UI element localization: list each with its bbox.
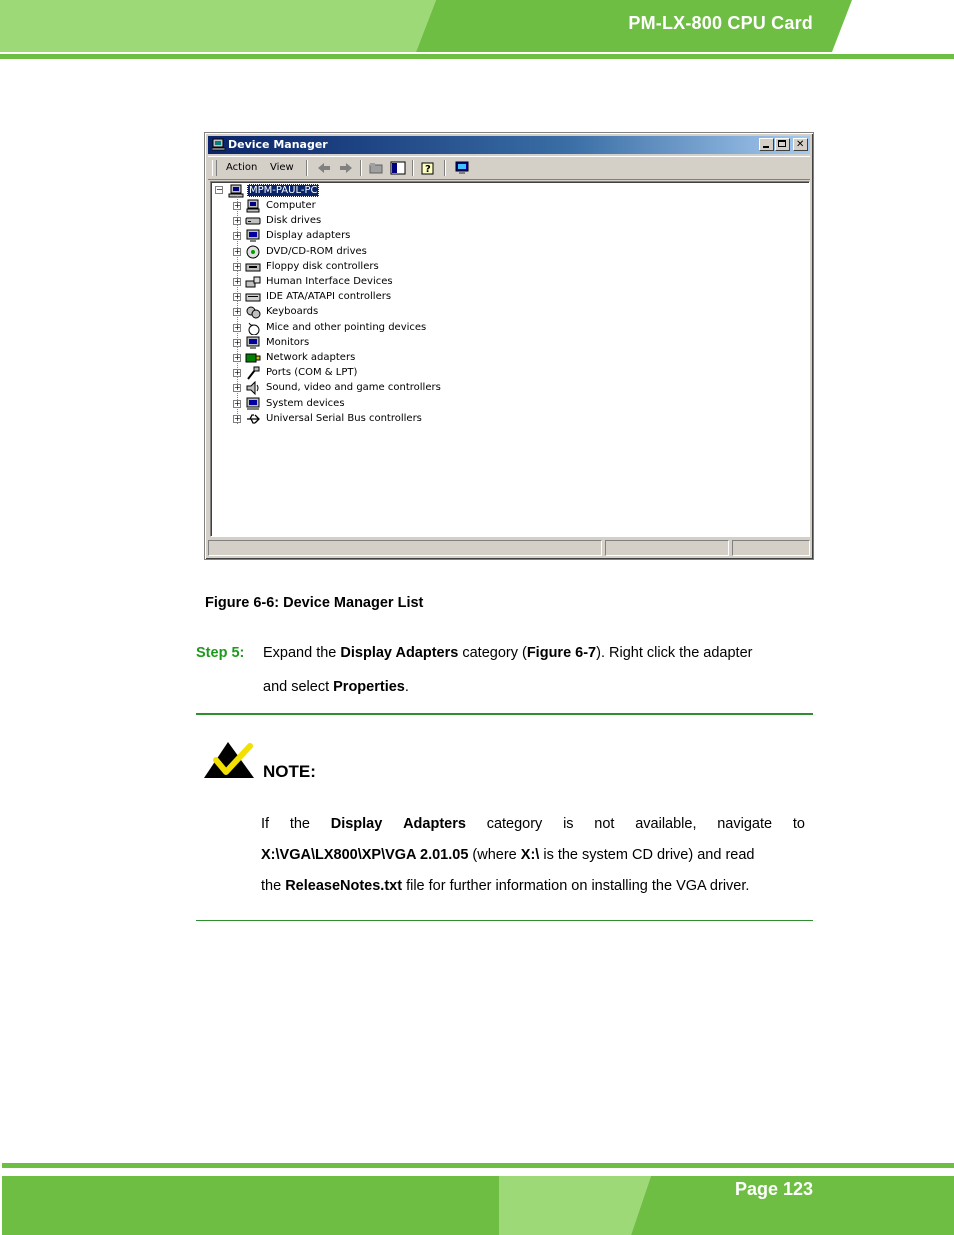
- menu-action[interactable]: Action: [226, 162, 258, 173]
- svg-text:?: ?: [425, 164, 431, 175]
- help-icon[interactable]: [420, 160, 436, 176]
- menu-toolbar: [208, 156, 810, 180]
- display-adapter-icon: [245, 229, 261, 243]
- tree-node-label: Universal Serial Bus controllers: [266, 412, 422, 424]
- step-text: ). Right click the adapter: [596, 645, 753, 661]
- step-emphasis: Display Adapters: [340, 645, 459, 661]
- ide-controller-icon: [245, 290, 261, 304]
- tree-node-label: Monitors: [266, 336, 310, 348]
- network-adapter-icon: [245, 351, 261, 365]
- tree-node[interactable]: [233, 305, 633, 320]
- page-number: Page 123: [734, 1179, 813, 1199]
- tree-node[interactable]: [233, 290, 633, 305]
- status-pane: [208, 540, 602, 556]
- note-word: Adapters: [403, 816, 466, 832]
- system-devices-icon: [245, 397, 261, 411]
- toolbar-grip: [212, 160, 217, 176]
- expand-node-button[interactable]: +: [234, 201, 241, 210]
- note-checkmark-icon: [204, 740, 256, 782]
- expand-node-button[interactable]: +: [234, 368, 241, 378]
- step-label: Step 5:: [196, 645, 245, 661]
- tree-node-label: Sound, video and game controllers: [266, 382, 441, 394]
- expand-node-button[interactable]: +: [234, 216, 241, 226]
- window-title: Device Manager: [228, 138, 328, 151]
- note-text: file for further information on installing the VGA driver.: [402, 878, 750, 894]
- tree-node-label: Ports (COM & LPT): [266, 367, 358, 379]
- tree-node-label: System devices: [266, 397, 345, 409]
- step-emphasis: Properties: [333, 679, 405, 695]
- expand-node-button[interactable]: +: [234, 231, 241, 241]
- note-text: the: [261, 878, 286, 894]
- status-pane: [605, 540, 729, 556]
- tree-node[interactable]: [233, 214, 633, 229]
- scan-hardware-icon[interactable]: [454, 160, 470, 176]
- minimize-icon: [763, 146, 769, 148]
- note-title: NOTE:: [263, 762, 316, 781]
- step-text-line-1: [263, 645, 752, 661]
- document-title: PM-LX-800 CPU Card: [628, 13, 813, 33]
- note-drive: X:\: [520, 847, 540, 863]
- note-word: available,: [635, 816, 697, 832]
- back-arrow-icon[interactable]: [316, 160, 332, 176]
- note-text: (where: [468, 847, 521, 863]
- close-icon: ✕: [796, 139, 805, 150]
- tree-node-label: Human Interface Devices: [266, 276, 393, 287]
- computer-icon: [245, 199, 261, 213]
- keyboard-icon: [245, 305, 261, 319]
- toolbar-separator: [306, 160, 308, 176]
- tree-node[interactable]: [233, 381, 633, 396]
- expand-node-button[interactable]: +: [234, 383, 241, 393]
- tree-node-label: Computer: [266, 200, 316, 211]
- expand-node-button[interactable]: +: [234, 292, 241, 302]
- close-button[interactable]: [793, 138, 808, 151]
- expand-node-button[interactable]: +: [234, 261, 241, 271]
- tree-node-label: Keyboards: [266, 306, 319, 318]
- note-line-1: [261, 816, 805, 832]
- hid-icon: [245, 275, 261, 289]
- note-path: X:\VGA\LX800\XP\VGA 2.01.05: [261, 847, 469, 863]
- tree-node-label: Disk drives: [266, 215, 322, 227]
- tree-node[interactable]: [233, 397, 633, 412]
- note-word: category: [486, 816, 543, 832]
- note-word: Display: [330, 816, 383, 832]
- mouse-icon: [245, 321, 261, 335]
- collapse-root-button[interactable]: −: [216, 185, 223, 194]
- step-text: .: [404, 679, 409, 695]
- floppy-controller-icon: [245, 260, 261, 274]
- note-filename: ReleaseNotes.txt: [285, 878, 403, 894]
- toolbar-separator: [444, 160, 446, 176]
- note-top-rule: [196, 713, 813, 715]
- tree-node-label: IDE ATA/ATAPI controllers: [266, 291, 392, 303]
- device-tree[interactable]: [210, 181, 810, 537]
- note-bottom-rule: [196, 920, 813, 921]
- maximize-icon: [778, 140, 786, 147]
- note-text: is the system CD drive) and read: [539, 847, 755, 863]
- toolbar-separator: [412, 160, 414, 176]
- disk-drive-icon: [245, 214, 261, 228]
- maximize-button[interactable]: [775, 138, 790, 151]
- tree-node[interactable]: [233, 245, 633, 260]
- tree-node-label: DVD/CD-ROM drives: [266, 245, 367, 257]
- note-word: is: [563, 816, 574, 832]
- note-word: navigate: [717, 816, 773, 832]
- expand-node-button[interactable]: +: [234, 413, 241, 423]
- port-icon: [245, 366, 261, 380]
- figure-reference: Figure 6-7: [526, 645, 597, 661]
- step-text: and select: [263, 679, 334, 695]
- expand-node-button[interactable]: +: [234, 277, 241, 286]
- menu-view[interactable]: View: [270, 162, 294, 173]
- tree-node[interactable]: [233, 321, 633, 336]
- window-titlebar: [208, 136, 810, 154]
- tree-node-label: Floppy disk controllers: [266, 260, 379, 272]
- expand-node-button[interactable]: +: [234, 398, 241, 408]
- step-text: category (: [458, 645, 527, 661]
- step-text: Expand the: [263, 645, 341, 661]
- show-hide-tree-icon[interactable]: [390, 160, 406, 176]
- device-manager-window: [204, 132, 814, 560]
- computer-root-icon: [228, 184, 244, 198]
- expand-node-button[interactable]: +: [234, 307, 241, 317]
- toolbar-separator: [360, 160, 362, 176]
- tree-node[interactable]: [233, 229, 633, 244]
- tree-node-label: Display adapters: [266, 230, 351, 242]
- tree-node-label: Network adapters: [266, 352, 356, 363]
- figure-caption: Figure 6-6: Device Manager List: [205, 595, 424, 611]
- status-bar: [208, 540, 810, 557]
- note-word: to: [792, 816, 805, 832]
- expand-node-button[interactable]: +: [234, 322, 241, 332]
- dvd-drive-icon: [245, 245, 261, 259]
- expand-node-button[interactable]: +: [234, 246, 241, 256]
- note-word: the: [289, 816, 310, 832]
- forward-arrow-icon[interactable]: [338, 160, 354, 176]
- step-text-line-2: [263, 679, 409, 695]
- tree-node[interactable]: [233, 412, 633, 427]
- tree-node[interactable]: [233, 275, 633, 290]
- note-line-3: [261, 878, 805, 894]
- note-word: If: [261, 816, 270, 832]
- tree-node[interactable]: [233, 336, 633, 351]
- tree-root-node[interactable]: MPM-PAUL-PC: [249, 185, 318, 196]
- device-manager-icon: [212, 138, 226, 151]
- tree-node-label: Mice and other pointing devices: [266, 321, 427, 333]
- tree-node[interactable]: [233, 260, 633, 275]
- usb-icon: [245, 412, 261, 426]
- tree-node[interactable]: [233, 199, 633, 214]
- minimize-button[interactable]: [759, 138, 774, 151]
- monitor-icon: [245, 336, 261, 350]
- up-folder-icon[interactable]: [368, 160, 384, 176]
- note-line-2: [261, 847, 805, 863]
- note-word: not: [594, 816, 615, 832]
- status-pane: [732, 540, 810, 556]
- expand-node-button[interactable]: +: [234, 337, 241, 347]
- tree-node[interactable]: [233, 351, 633, 366]
- expand-node-button[interactable]: +: [234, 353, 241, 362]
- sound-icon: [245, 381, 261, 395]
- tree-node[interactable]: [233, 366, 633, 381]
